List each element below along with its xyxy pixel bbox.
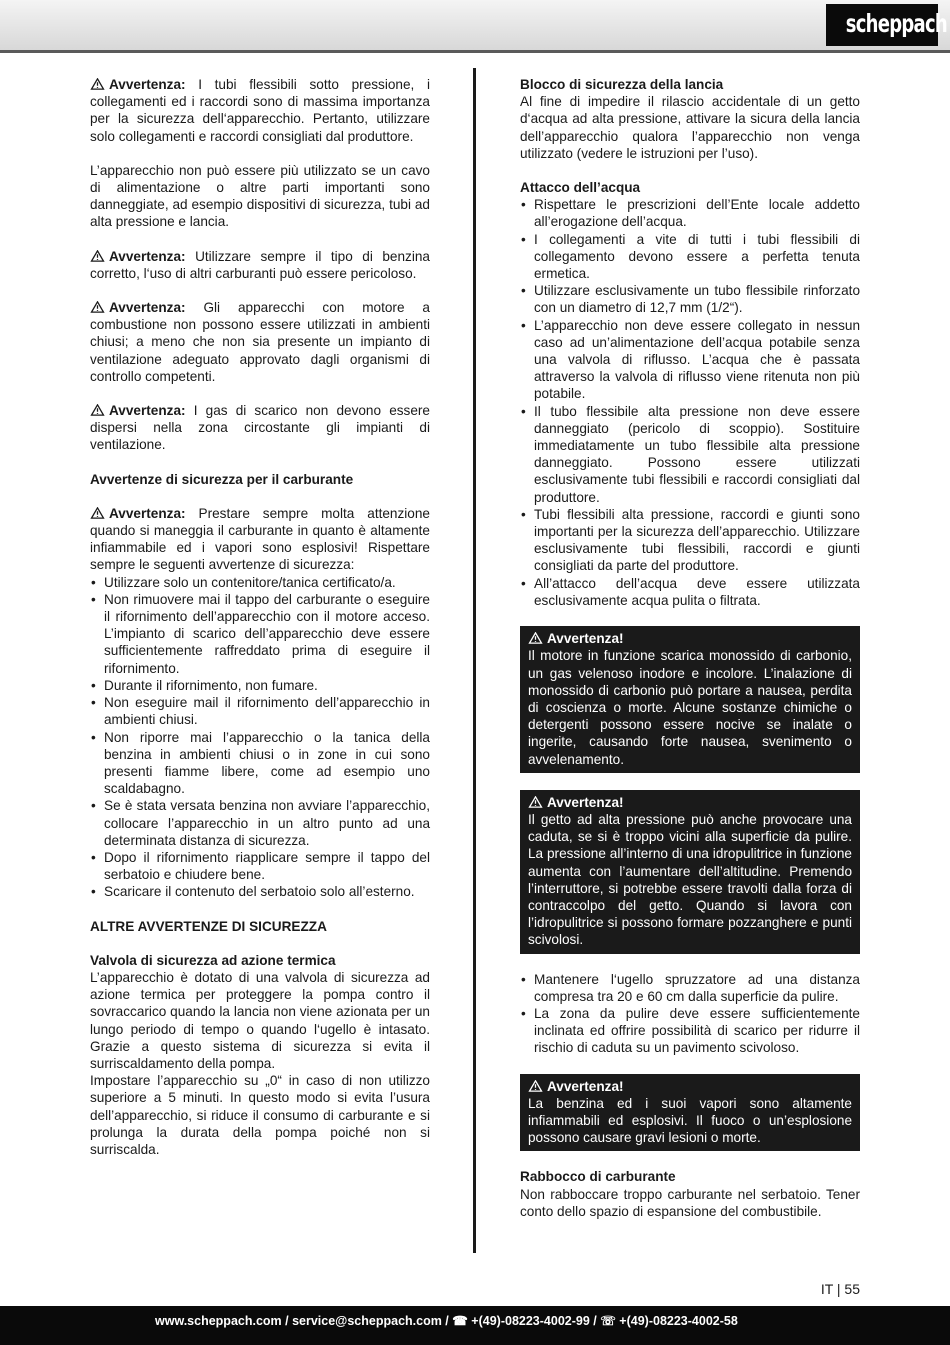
valve-heading: Valvola di sicurezza ad azione termica bbox=[90, 952, 336, 968]
warning-paragraph: Avvertenza: Utilizzare sempre il tipo di benzina corretto, l‘uso di altri carburanti può essere pericoloso. bbox=[90, 248, 430, 281]
warning-paragraph: Avvertenza: Prestare sempre molta attenzione quando si maneggia il carburante in quanto è altamente infiammabile ed i vapori sono esplosivi! Rispettare sempre le seguenti avvertenze di sicurezza: bbox=[90, 505, 430, 573]
warning-triangle-icon bbox=[90, 250, 105, 262]
warning-box-text: Il getto ad alta pressione può anche provocare una caduta, se si è troppo vicini alla superficie da pulire. La pressione all’interno di una idropulitrice in funzione aumenta con l’aumentare dell’altitudine. Premendo l’interruttore, si potrebbe essere travolti dalla forza di contraccolpo del getto. Quando si lavora con l’idropulitrice si possono formare pozzanghere e punti scivolosi. bbox=[528, 811, 852, 948]
brand-logo: scheppach bbox=[826, 4, 938, 46]
water-connection-list bbox=[520, 196, 860, 609]
warning-triangle-icon bbox=[90, 507, 105, 519]
header-bar bbox=[0, 0, 950, 53]
water-connection-heading: Attacco dell’acqua bbox=[520, 180, 641, 196]
list-item: • Mantenere l‘ugello spruzzatore ad una distanza compresa tra 20 e 60 cm dalla superficie da pulire. bbox=[520, 971, 860, 1005]
warning-box-text: Il motore in funzione scarica monossido di carbonio, un gas velenoso inodore e incolore. L’inalazione di monossido di carbonio può portare a nausea, perdita di coscienza o morte. Alcune sostanze chimiche o detergenti possono essere nocive se inalate o ingerite, causando forte nausea, svenimento o avvelenamento. bbox=[528, 648, 852, 767]
warning-box-title: Avvertenza! bbox=[528, 794, 852, 811]
warning-triangle-icon bbox=[90, 301, 105, 313]
damage-paragraph: L’apparecchio non può essere più utilizzato se un cavo di alimentazione o altre parti importanti sono danneggiate, ad esempio dispositivi di sicurezza, tubi ad alta pressione e lancia. bbox=[90, 162, 430, 230]
warning-paragraph: Avvertenza: I tubi flessibili sotto pressione, i collegamenti ed i raccordi sono di massima importanza per la sicurezza dell‘apparecchio. Pertanto, utilizzare solo collegamenti e raccordi consigliati dal produttore. bbox=[90, 77, 430, 144]
list-item: • Dopo il rifornimento riapplicare sempre il tappo del serbatoio e chiudere bene. bbox=[90, 849, 430, 883]
fuel-safety-heading: Avvertenze di sicurezza per il carburante bbox=[90, 471, 354, 487]
column-divider bbox=[473, 68, 476, 1253]
list-item: • I collegamenti a vite di tutti i tubi flessibili di collegamento devono essere a perfetta tenuta ermetica. bbox=[520, 231, 860, 283]
warning-box-title: Avvertenza! bbox=[528, 1078, 852, 1095]
list-item: • Il tubo flessibile alta pressione non deve essere danneggiato (pericolo di scoppio). Sostituire immediatamente un tubo flessibile alta pressione danneggiato. Possono essere utilizzati esclusivamente tubi flessibili e raccordi consigliati dal produttore. bbox=[520, 403, 860, 506]
footer-contact: www.scheppach.com / service@scheppach.com / ☎ +(49)-08223-4002-99 / ☏ +(49)-08223-4002-58 bbox=[155, 1314, 738, 1328]
fuel-fire-warning-box bbox=[520, 1074, 860, 1152]
list-item: • Durante il rifornimento, non fumare. bbox=[90, 677, 430, 694]
right-column bbox=[520, 76, 860, 1237]
warning-triangle-icon bbox=[528, 632, 543, 644]
list-item: • Non riporre mai l’apparecchio o la tanica della benzina in ambienti chiusi o in zone in cui sono presenti fiamme libere, come ad esempio uno scaldabagno. bbox=[90, 729, 430, 798]
list-item: • Rispettare le prescrizioni dell’Ente locale addetto all’erogazione dell’acqua. bbox=[520, 196, 860, 230]
valve-paragraph: Impostare l’apparecchio su „0“ in caso di non utilizzo superiore a 5 minuti. In questo modo si evita l’usura dell’apparecchio, si riduce il consumo di carburante e si prolunga la durata della pompa poiché non si surriscalda. bbox=[90, 1073, 430, 1157]
list-item: • Utilizzare esclusivamente un tubo flessibile rinforzato con un diametro di 12,7 mm (1/2“). bbox=[520, 282, 860, 316]
warning-paragraph: Avvertenza: I gas di scarico non devono essere dispersi nella zona circostante gli impianti di ventilazione. bbox=[90, 403, 430, 453]
refuel-paragraph: Non rabboccare troppo carburante nel serbatoio. Tener conto dello spazio di espansione del combustibile. bbox=[520, 1186, 860, 1219]
left-column bbox=[90, 76, 430, 1175]
lance-lock-paragraph: Al fine di impedire il rilascio accidentale di un getto d‘acqua ad alta pressione, attivare la sicura della lancia dell’apparecchio qualora l’apparecchio non venga utilizzato (vedere le istruzioni per l’uso). bbox=[520, 94, 860, 161]
carbon-monoxide-warning-box bbox=[520, 626, 860, 773]
list-item: • Tubi flessibili alta pressione, raccordi e giunti sono importanti per la sicurezza dell’apparecchio. Utilizzare esclusivamente tubi flessibili, raccordi e giunti consigliati da parte del produttore. bbox=[520, 506, 860, 575]
valve-paragraph: L’apparecchio è dotato di una valvola di sicurezza ad azione termica per proteggere la pompa contro il sovraccarico quando la lancia non viene azionata per un lungo periodo di tempo o quando l‘ugello è intasato. Grazie a questo sistema di sicurezza si evita il surriscaldamento della pompa. bbox=[90, 969, 430, 1071]
page-number: IT | 55 bbox=[820, 1281, 860, 1297]
warning-triangle-icon bbox=[90, 78, 105, 90]
list-item: • All’attacco dell’acqua deve essere utilizzata esclusivamente acqua pulita o filtrata. bbox=[520, 575, 860, 609]
list-item: • Utilizzare solo un contenitore/tanica certificato/a. bbox=[90, 574, 430, 591]
footer-bar bbox=[0, 1306, 950, 1345]
nozzle-distance-list bbox=[520, 971, 860, 1057]
fuel-safety-list bbox=[90, 574, 430, 901]
other-warnings-heading: ALTRE AVVERTENZE DI SICUREZZA bbox=[90, 918, 327, 934]
list-item: • La zona da pulire deve essere sufficientemente inclinata ed offrire possibilità di scarico per ridurre il rischio di caduta su un pavimento scivoloso. bbox=[520, 1005, 860, 1057]
warning-paragraph: Avvertenza: Gli apparecchi con motore a combustione non possono essere utilizzati in ambienti chiusi; a meno che non sia presente un impianto di ventilazione adeguato approvato dagli organismi di controllo competenti. bbox=[90, 300, 430, 384]
lance-lock-heading: Blocco di sicurezza della lancia bbox=[520, 77, 724, 92]
warning-triangle-icon bbox=[90, 404, 105, 416]
list-item: • Non eseguire mail il rifornimento dell’apparecchio in ambienti chiusi. bbox=[90, 694, 430, 728]
warning-box-title: Avvertenza! bbox=[528, 630, 852, 647]
list-item: • Se è stata versata benzina non avviare l’apparecchio, collocare l’apparecchio in un altro punto ad una determinata distanza di sicurezza. bbox=[90, 797, 430, 849]
refuel-heading: Rabbocco di carburante bbox=[520, 1169, 676, 1185]
warning-triangle-icon bbox=[528, 1080, 543, 1092]
warning-box-text: La benzina ed i suoi vapori sono altamente infiammabili ed esplosivi. Il fuoco o un’esplosione possono causare gravi lesioni o morte. bbox=[528, 1095, 852, 1146]
high-pressure-warning-box bbox=[520, 790, 860, 954]
list-item: • L’apparecchio non deve essere collegato in nessun caso ad un’alimentazione dell’acqua potabile senza una valvola di riflusso. L’acqua che è passata attraverso la valvola di riflusso viene ritenuta non più potabile. bbox=[520, 317, 860, 403]
list-item: • Non rimuovere mai il tappo del carburante o eseguire il rifornimento dell’apparecchio con il motore acceso. L’impianto di scarico dell’apparecchio deve essere sufficientemente raffreddato prima di eseguire il rifornimento. bbox=[90, 591, 430, 677]
list-item: • Scaricare il contenuto del serbatoio solo all’esterno. bbox=[90, 883, 430, 900]
warning-triangle-icon bbox=[528, 796, 543, 808]
